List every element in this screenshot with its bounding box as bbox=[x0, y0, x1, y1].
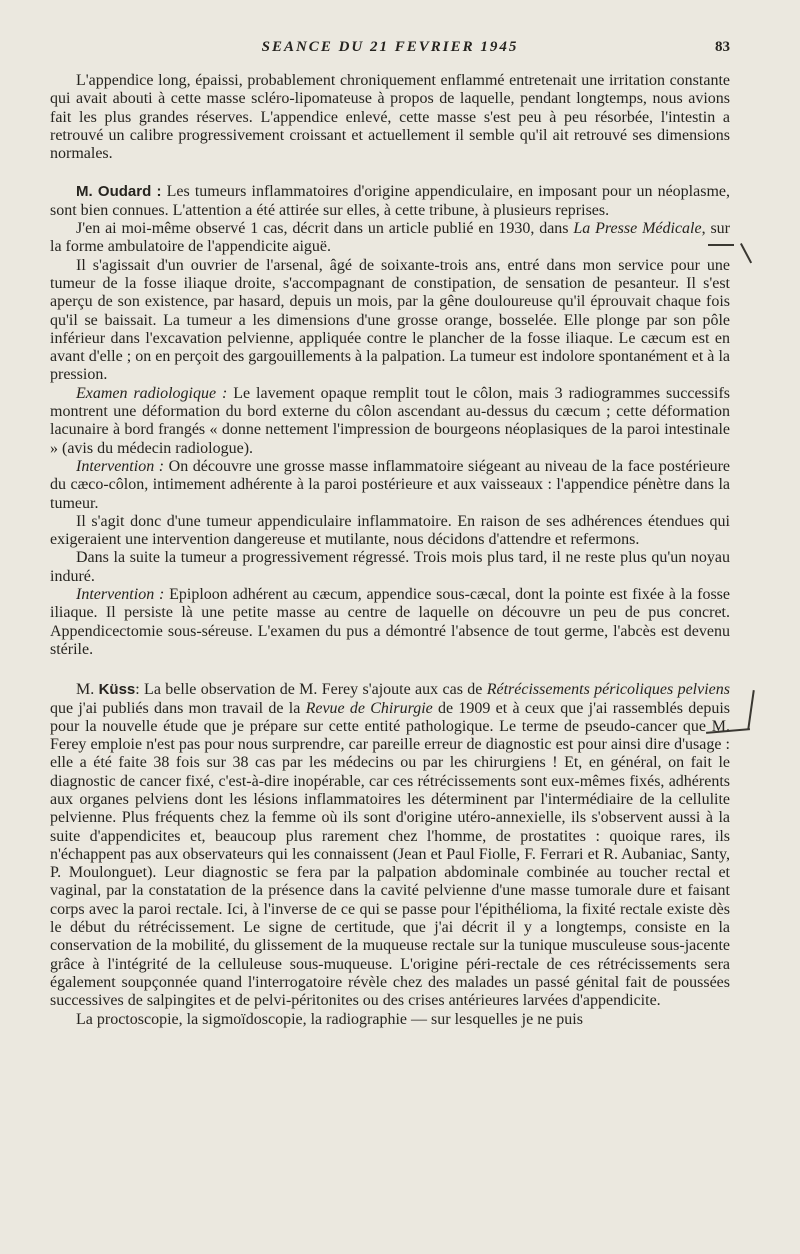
pencil-mark-bracket bbox=[740, 243, 752, 263]
speaker-name: Küss bbox=[98, 681, 136, 699]
paragraph-text: Epiploon adhérent au cæcum, appendice sous-cæcal, dont la pointe est fixée à la fosse iliaque. Il persiste là une petite masse au centre de laquelle on découvre un peu de pus concret. Appendicectomie sous-séreuse. L'examen du pus a démontré l'absence de tout germe, l'abcès est devenu stérile. bbox=[50, 586, 730, 658]
running-head bbox=[50, 39, 730, 61]
speaker-name: M. Oudard : bbox=[76, 183, 162, 201]
journal-title: Revue de Chirurgie bbox=[305, 699, 433, 717]
paragraph-text: , sur la forme ambulatoire de l'appendicite aiguë. bbox=[50, 220, 731, 256]
paragraph bbox=[50, 586, 730, 659]
paragraph-text: Les tumeurs inflammatoires d'origine appendiculaire, en imposant pour un néoplasme, sont bien connues. L'attention a été attirée sur elles, à cette tribune, à plusieurs reprises. bbox=[50, 183, 730, 219]
body-text bbox=[50, 72, 730, 1029]
paragraph bbox=[50, 458, 730, 513]
running-head-title: SEANCE DU 21 FEVRIER 1945 bbox=[261, 39, 519, 55]
paragraph-kuss bbox=[50, 681, 730, 1010]
paragraph-oudard bbox=[50, 183, 730, 220]
paragraph: Dans la suite la tumeur a progressivement régressé. Trois mois plus tard, il ne reste plus qu'un noyau induré. bbox=[50, 549, 730, 585]
paragraph-text: que j'ai publiés dans mon travail de la bbox=[50, 699, 306, 717]
section-label: Examen radiologique : bbox=[76, 384, 228, 402]
paragraph-text: J'en ai moi-même observé 1 cas, décrit dans un article publié en 1930, dans bbox=[76, 220, 574, 238]
section-label: Intervention : bbox=[76, 457, 165, 475]
pencil-mark-bracket bbox=[708, 244, 734, 246]
paragraph: Il s'agissait d'un ouvrier de l'arsenal, âgé de soixante-trois ans, entré dans mon service pour une tumeur de la fosse iliaque droite, s'accompagnant de constipation, de sensation de pesanteur. Il s'est aperçu de son existence, par hasard, depuis un mois, par la gêne douloureuse qu'il éprouvait chaque fois qu'il se baissait. La tumeur a les dimensions d'une grosse orange, bosselée. Elle plonge par son pôle inférieur dans l'excavation pelvienne, appliquée contre le plancher de la fosse iliaque. Le cæcum est en avant d'elle ; on en perçoit des gargouillements à la palpation. La tumeur est indolore spontanément et à la pression. bbox=[50, 256, 730, 384]
paragraph-text: Le lavement opaque remplit tout le côlon, mais 3 radiogrammes successifs montrent une déformation du bord externe du côlon ascendant au-dessus du cæcum ; cette déformation lacunaire à bord frangés « donne nettement l'impression de bourgeons néoplasiques de la paroi intestinale » (avis du médecin radiologue). bbox=[50, 384, 730, 457]
paragraph-text: : La belle observation de M. Ferey s'ajoute aux cas de bbox=[135, 681, 487, 699]
pencil-mark-margin-line bbox=[747, 690, 755, 730]
paragraph-text: de 1909 et à ceux que j'ai rassemblés depuis pour la nouvelle étude que je prépare sur cette entité pathologique. Le terme de pseudo-cancer que M. Ferey emploie n'est pas pour nous surprendre, car pareille erreur de diagnostic est pour ainsi dire d'usage : elle a été faite 38 fois sur 38 cas par les médecins ou par les chirurgiens ! Et, en général, on fait le diagnostic de cancer fixé, c'est-à-dire inopérable, car ces rétrécissements sont eux-mêmes fixés, adhérents aux organes pelviens dont les lésions inflammatoires les déterminent par l'intermédiaire de la cellulite pelvienne. Plus fréquents chez la femme où ils sont d'origine utéro-annexielle, ils s'observent aussi à la suite d'appendicites et, beaucoup plus rarement chez l'homme, de prostatites : quoique rares, ils n'échappent pas aux observateurs qui les connaissent (Jean et Paul Fiolle, F. Ferrari et R. Aubaniac, Santy, P. Moulonguet). Leur diagnostic se fera par la palpation abdominale combinée au toucher rectal et vaginal, par la constatation de la présence dans la cavité pelvienne d'une masse tumorale dure et faisant corps avec la paroi rectale. Ici, à l'inverse de ce qui se passe pour l'épithélioma, la fixité rectale existe dès le début du rétrécissement. Le signe de certitude, que j'ai décrit il y a longtemps, consiste en la conservation de la mobilité, du glissement de la muqueuse rectale sur la tunique musculeuse sous-jacente grâce à l'intégrité de la celluleuse sous-muqueuse. L'origine péri-rectale de ces rétrécissements sera également soupçonnée quand l'interrogatoire révèle chez des malades un passé génital fait de poussées successives de salpingites et de pelvi-péritonites ou des crises antérieures larvées d'appendicite. bbox=[50, 699, 731, 1010]
paragraph bbox=[50, 385, 730, 458]
paragraph: L'appendice long, épaissi, probablement chroniquement enflammé entretenait une irritation constante qui avait abouti à cette masse scléro-lipomateuse à propos de laquelle, pendant longtemps, nous avions fait les plus grandes réserves. L'appendice enlevé, cette masse s'est peu à peu résorbée, l'intestin a retrouvé un calibre progressivement croissant et actuellement il semble qu'il ait retrouvé ses dimensions normales. bbox=[50, 72, 730, 163]
page-number: 83 bbox=[715, 39, 730, 55]
paragraph-text: M. bbox=[76, 681, 99, 699]
paragraph: La proctoscopie, la sigmoïdoscopie, la radiographie — sur lesquelles je ne puis bbox=[76, 1010, 583, 1028]
paragraph: Il s'agit donc d'une tumeur appendiculaire inflammatoire. En raison de ses adhérences étendues qui exigeraient une intervention dangereuse et mutilante, nous décidons d'attendre et refermons. bbox=[50, 512, 730, 549]
term-italic: Rétrécissements péricoliques pelviens bbox=[486, 681, 731, 699]
paragraph bbox=[50, 220, 730, 257]
paragraph-text: On découvre une grosse masse inflammatoire siégeant au niveau de la face postérieure du cæco-côlon, intimement adhérente à la paroi postérieure et aux vaisseaux : l'appendice pénètre dans la tumeur. bbox=[50, 457, 731, 512]
journal-title: La Presse Médicale bbox=[573, 220, 702, 238]
section-label: Intervention : bbox=[76, 586, 165, 604]
